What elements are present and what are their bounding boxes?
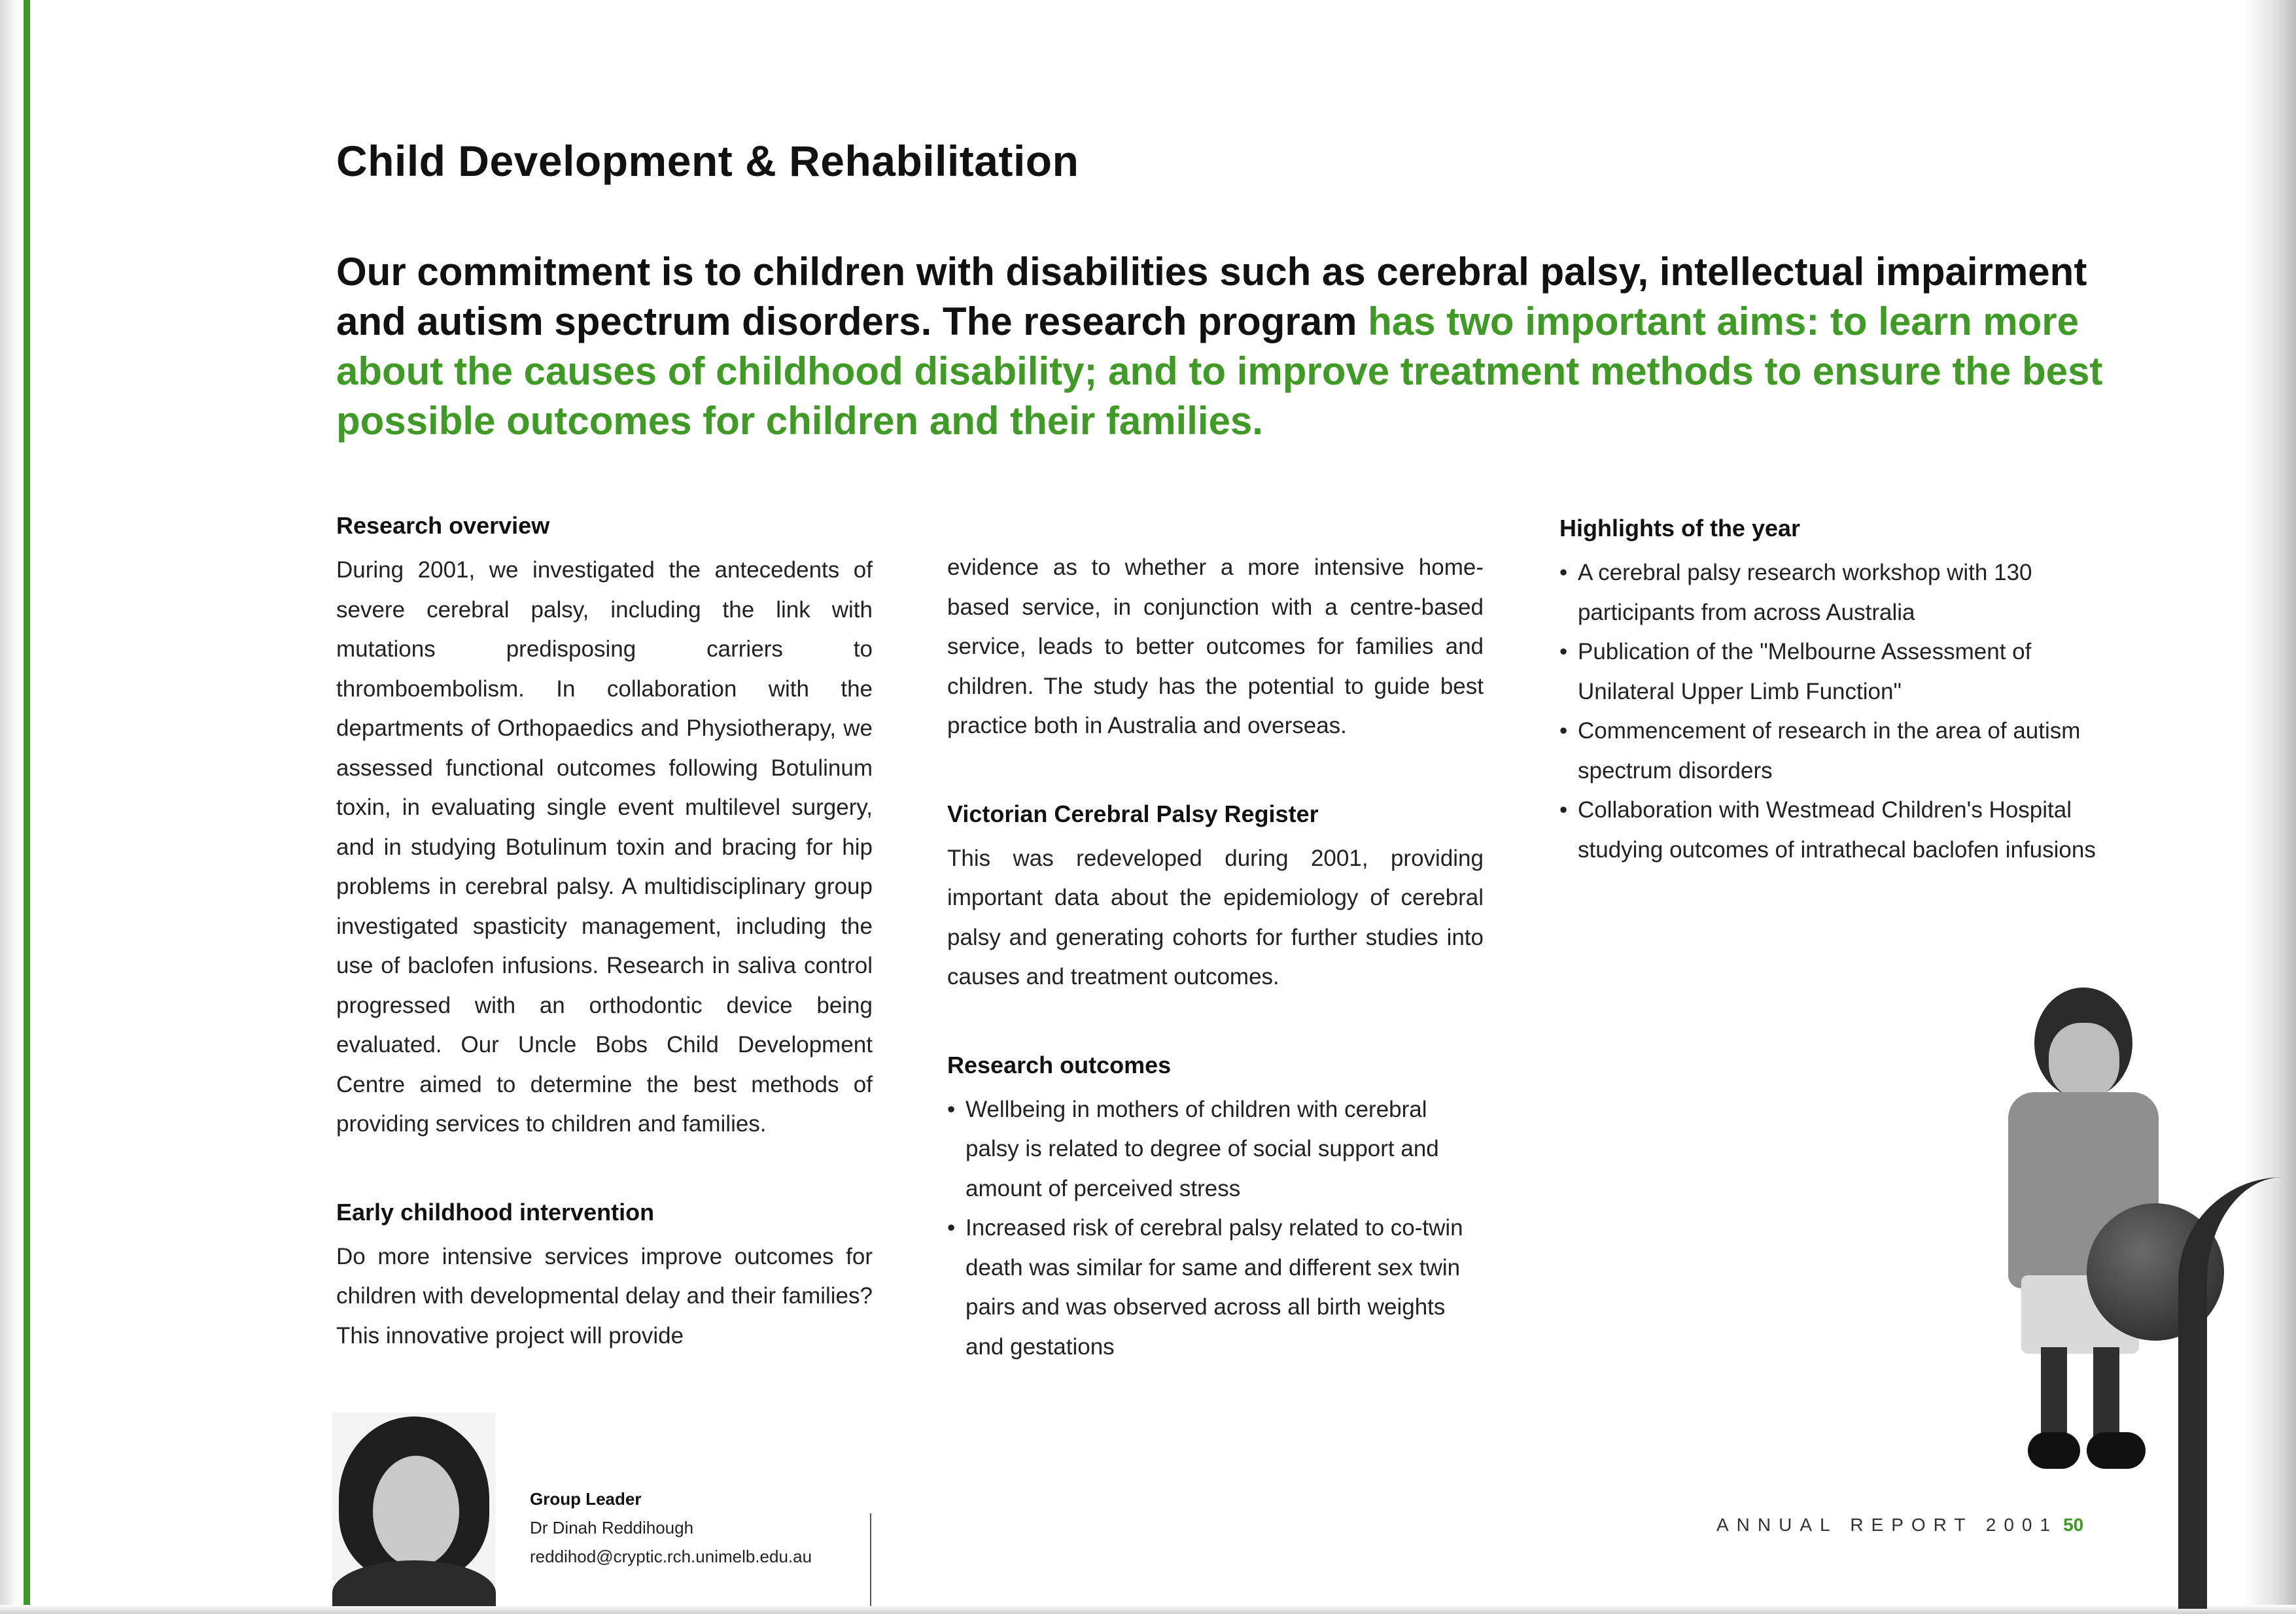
intro-green-text: has two important aims: to learn more about the causes of childhood disability; and to improve treatment methods to ensure the best possible outcomes for children and their families. xyxy=(336,300,2103,443)
register-heading: Victorian Cerebral Palsy Register xyxy=(947,800,1319,827)
highlights-list xyxy=(1559,553,2122,870)
highlights-heading: Highlights of the year xyxy=(1559,515,1801,541)
group-leader-email[interactable]: reddihod@cryptic.rch.unimelb.edu.au xyxy=(530,1547,812,1566)
research-outcomes-list xyxy=(947,1090,1484,1367)
group-leader-info xyxy=(530,1485,812,1571)
intro-dark-text: Our commitment is to children with disabilities such as cerebral palsy, intellectual impairment and autism spectrum disorders. The research program xyxy=(336,250,2087,343)
early-intervention-text-part1: Do more intensive services improve outcomes for children with developmental delay and their families? This innovative project will provide xyxy=(336,1243,873,1348)
page-bottom-edge xyxy=(0,1605,2296,1614)
divider-line xyxy=(870,1513,871,1606)
decorative-arc xyxy=(2178,1177,2296,1609)
column-right xyxy=(1559,511,2122,870)
page-binding-shadow xyxy=(0,0,18,1614)
register-text: This was redeveloped during 2001, providing important data about the epidemiology of cerebral palsy and generating cohorts for further studies into causes and treatment outcomes. xyxy=(947,845,1484,989)
page-number: 50 xyxy=(2063,1515,2084,1535)
boy-with-basketball-photo xyxy=(1989,981,2185,1491)
research-outcomes-heading: Research outcomes xyxy=(947,1051,1172,1078)
early-intervention-text-part2: evidence as to whether a more intensive home-based service, in conjunction with a centre-based service, leads to better outcomes for families and children. The study has the potential to guide best practice both in Australia and overseas. xyxy=(947,555,1484,738)
list-item: • A cerebral palsy research workshop with 130 participants from across Australia xyxy=(1559,553,2122,632)
intro-statement xyxy=(336,247,2142,446)
research-overview-heading: Research overview xyxy=(336,512,550,539)
column-left xyxy=(336,509,873,1356)
column-middle xyxy=(947,548,1484,1367)
list-item: • Wellbeing in mothers of children with cerebral palsy is related to degree of social support and amount of perceived stress xyxy=(947,1090,1484,1209)
list-item: • Increased risk of cerebral palsy related to co-twin death was similar for same and different sex twin pairs and was observed across all birth weights and gestations xyxy=(947,1209,1484,1367)
page-footer xyxy=(1716,1515,2083,1536)
page-title: Child Development & Rehabilitation xyxy=(336,137,1079,185)
group-leader-portrait xyxy=(332,1413,496,1606)
research-overview-text: During 2001, we investigated the antecedents of severe cerebral palsy, including the link with mutations predisposing carriers to thromboembolism. In collaboration with the departments of Orthopaedics and Physiotherapy, we assessed functional outcomes following Botulinum toxin, in evaluating single event multilevel surgery, and in studying Botulinum toxin and bracing for hip problems in cerebral palsy. A multidisciplinary group investigated spasticity management, including the use of baclofen infusions. Research in saliva control progressed with an orthodontic device being evaluated. Our Uncle Bobs Child Development Centre aimed to determine the best methods of providing services to children and families. xyxy=(336,557,873,1137)
group-leader-name: Dr Dinah Reddihough xyxy=(530,1518,694,1537)
list-item: • Publication of the "Melbourne Assessment of Unilateral Upper Limb Function" xyxy=(1559,632,2122,712)
annual-report-label: ANNUAL REPORT 2001 xyxy=(1716,1515,2059,1535)
list-item: • Collaboration with Westmead Children's Hospital studying outcomes of intrathecal baclofen infusions xyxy=(1559,791,2122,870)
early-intervention-heading: Early childhood intervention xyxy=(336,1198,655,1226)
group-leader-role: Group Leader xyxy=(530,1489,642,1509)
list-item: • Commencement of research in the area of autism spectrum disorders xyxy=(1559,712,2122,791)
green-margin-rule xyxy=(24,0,30,1614)
